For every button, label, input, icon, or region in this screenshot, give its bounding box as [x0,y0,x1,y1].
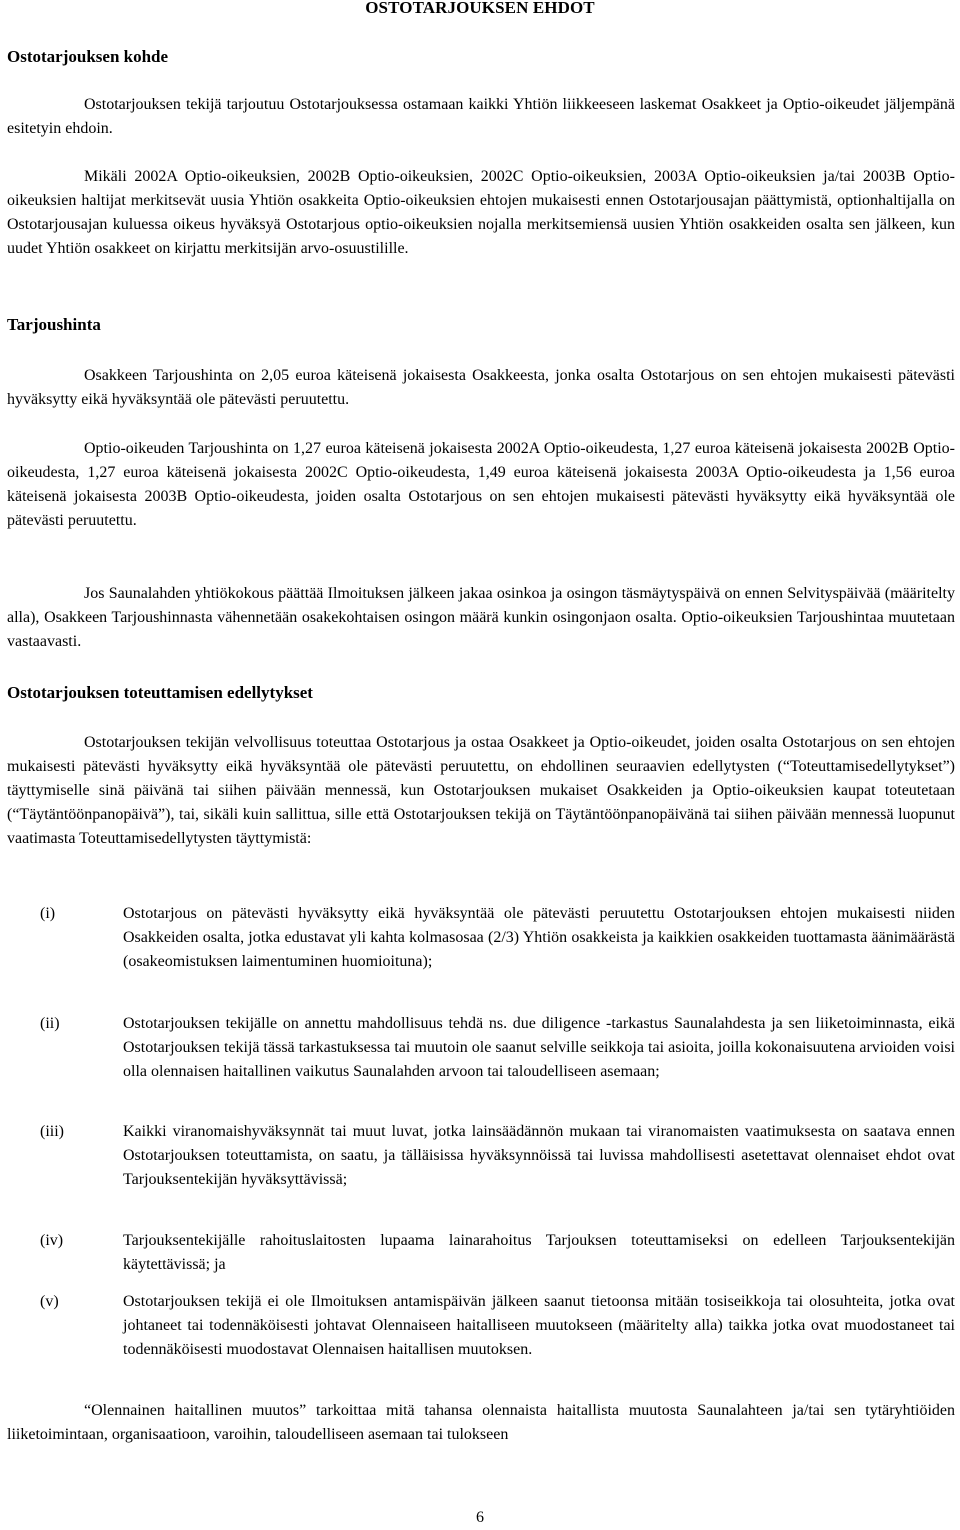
document-title [0,0,960,21]
section-heading-price: Tarjoushinta [7,315,101,334]
paragraph-subject-2: Mikäli 2002A Optio-oikeuksien, 2002B Optio-oikeuksien, 2002C Optio-oikeuksien, 2003A Optio-oikeuksien ja/tai 2003B Optio-oikeuksien haltijat merkitsevät uusia Yhtiön osakkeita Optio-oikeuksien ehtojen mukaisesti ennen Ostotarjousajan päättymistä, optionhaltijalla on Ostotarjousajan kuluessa oikeus hyväksyä Ostotarjous optio-oikeuksien nojalla merkitsemiensä uusien Yhtiön osakkeiden osalta sen jälkeen, kun uudet Yhtiön osakkeet on kirjattu merkitsijän arvo-osuustilille. [7,168,955,257]
condition-number: (iii) [40,1123,64,1140]
paragraph-price-1: Osakkeen Tarjoushinta on 2,05 euroa käteisenä jokaisesta Osakkeesta, jonka osalta Ostotarjous on sen ehtojen mukaisesti pätevästi hyväksytty eikä hyväksyntää ole pätevästi peruutettu. [7,367,955,408]
condition-number: (i) [40,905,56,922]
document-title-text: OSTOTARJOUKSEN EHDOT [365,0,595,17]
condition-text: Ostotarjouksen tekijälle on annettu mahdollisuus tehdä ns. due diligence -tarkastus Saunalahdesta ja sen liiketoiminnasta, eikä Ostotarjouksen tekijä tässä tarkastuksessa tai muutoin ole saanut selville seikkoja tai asioita, joilla kokonaisuutena arvioiden voisi olla olennaisen haitallinen vaikutus Saunalahden arvoon tai taloudelliseen asemaan; [123,1015,955,1080]
page-number: 6 [476,1509,484,1526]
condition-number: (iv) [40,1232,64,1249]
section-heading-conditions: Ostotarjouksen toteuttamisen edellytykset [7,683,313,702]
condition-text: Ostotarjouksen tekijä ei ole Ilmoituksen antamispäivän jälkeen saanut tietoonsa mitään tosiseikkoja tai olosuhteita, jotka ovat johtaneet tai todennäköisesti johtavat Olennaiseen haitalliseen muutokseen (määritelty alla) taikka jotka ovat muodostaneet tai todennäköisesti muodostavat Olennaisen haitallisen muutoksen. [123,1293,955,1358]
paragraph-price-3: Jos Saunalahden yhtiökokous päättää Ilmoituksen jälkeen jakaa osinkoa ja osingon täsmäytyspäivä on ennen Selvityspäivää (määritelty alla), Osakkeen Tarjoushinnasta vähennetään osakekohtaisen osingon määrä kunkin osingonjaon osalta. Optio-oikeuksien Tarjoushintaa muutetaan vastaavasti. [7,585,955,650]
paragraph-definition: “Olennainen haitallinen muutos” tarkoittaa mitä tahansa olennaista haitallista muutosta Saunalahteen ja/tai sen tytäryhtiöiden liiketoimintaan, organisaatioon, varoihin, taloudelliseen asemaan tai tulokseen [7,1402,955,1443]
paragraph-price-2: Optio-oikeuden Tarjoushinta on 1,27 euroa käteisenä jokaisesta 2002A Optio-oikeudesta, 1,27 euroa käteisenä jokaisesta 2002B Optio-oikeudesta, 1,27 euroa käteisenä jokaisesta 2002C Optio-oikeudesta, 1,49 euroa käteisenä jokaisesta 2003A Optio-oikeudesta ja 1,56 euroa käteisenä jokaisesta 2003B Optio-oikeudesta, joiden osalta Ostotarjous on sen ehtojen mukaisesti pätevästi hyväksytty eikä hyväksyntää ole pätevästi peruutettu. [7,440,955,529]
condition-number: (v) [40,1293,59,1310]
condition-text: Ostotarjous on pätevästi hyväksytty eikä hyväksyntää ole pätevästi peruutettu Ostotarjouksen ehtojen mukaisesti niiden Osakkeiden osalta, jotka edustavat yli kahta kolmasosaa (2/3) Yhtiön osakkeista ja kaikkien osakkeiden tuottamasta äänimäärästä (osakeomistuksen laimentuminen huomioituna); [123,905,955,970]
paragraph-conditions-intro: Ostotarjouksen tekijän velvollisuus toteuttaa Ostotarjous ja ostaa Osakkeet ja Optio-oikeudet, joiden osalta Ostotarjous on sen ehtojen mukaisesti pätevästi hyväksytty eikä hyväksyntää ole pätevästi peruutettu, on ehdollinen seuraavien edellytysten (“Toteuttamisedellytykset”) täyttymiselle sinä päivänä tai siihen päivään mennessä, kun Ostotarjouksen mukaiset Osakkeiden ja Optio-oikeuksien kaupat toteutetaan (“Täytäntöönpanopäivä”), tai, sikäli kuin sallittua, sille että Ostotarjouksen tekijä on Täytäntöönpanopäivänä tai siihen päivään mennessä luopunut vaatimasta Toteuttamisedellytysten täyttymistä: [7,734,955,847]
condition-number: (ii) [40,1015,60,1032]
condition-text: Tarjouksentekijälle rahoituslaitosten lupaama lainarahoitus Tarjouksen toteuttamiseksi on edelleen Tarjouksentekijän käytettävissä; ja [123,1232,955,1273]
paragraph-subject-1: Ostotarjouksen tekijä tarjoutuu Ostotarjouksessa ostamaan kaikki Yhtiön liikkeeseen laskemat Osakkeet ja Optio-oikeudet jäljempänä esitetyin ehdoin. [7,96,955,137]
condition-text: Kaikki viranomaishyväksynnät tai muut luvat, jotka lainsäädännön mukaan tai viranomaisten vaatimuksesta on saatava ennen Ostotarjouksen toteuttamista, on saatu, ja tälläisissa hyväksynnöissä tai luvissa mahdollisesti asetettavat olennaiset ehdot ovat Tarjouksentekijän hyväksyttävissä; [123,1123,955,1188]
section-heading-subject: Ostotarjouksen kohde [7,47,169,66]
